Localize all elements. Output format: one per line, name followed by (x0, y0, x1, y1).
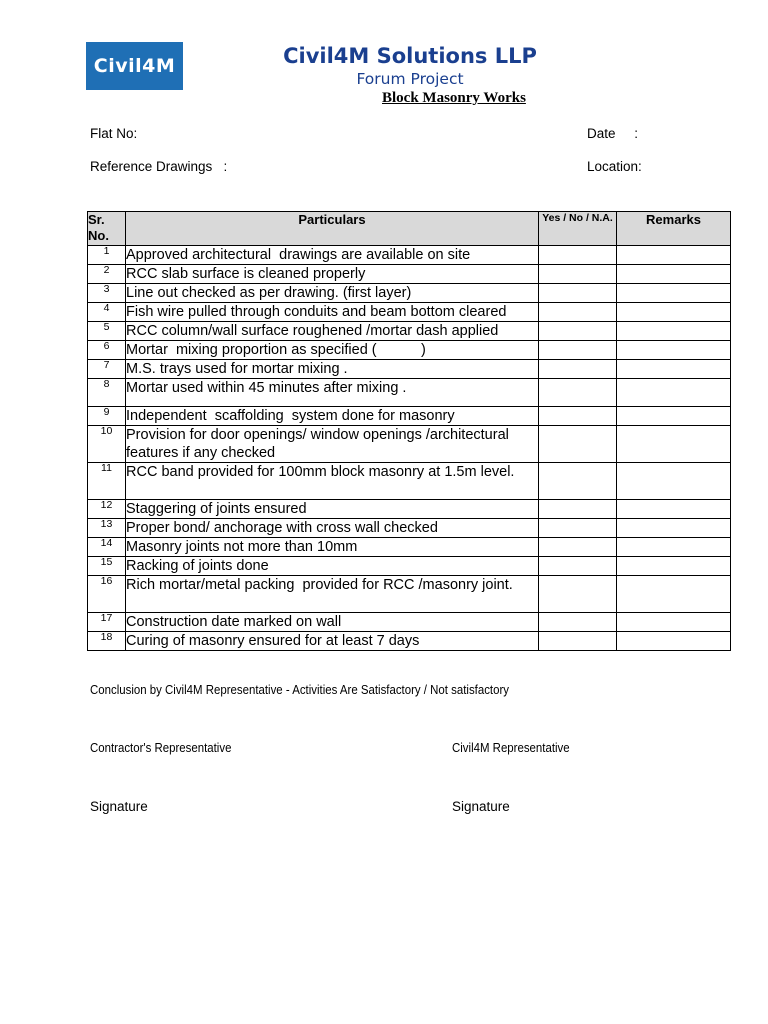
row-remarks-cell[interactable] (617, 407, 731, 426)
table-row (88, 463, 731, 500)
project-name: Forum Project (356, 70, 464, 88)
row-yes-no-cell[interactable] (539, 613, 617, 632)
row-yes-no-cell[interactable] (539, 341, 617, 360)
row-remarks-cell[interactable] (617, 576, 731, 613)
row-number: 6 (88, 341, 126, 360)
row-number: 18 (88, 632, 126, 651)
table-row (88, 613, 731, 632)
row-remarks-cell[interactable] (617, 246, 731, 265)
row-particulars: Independent scaffolding system done for masonry (126, 407, 539, 426)
row-yes-no-cell[interactable] (539, 500, 617, 519)
row-particulars: M.S. trays used for mortar mixing . (126, 360, 539, 379)
row-particulars: Construction date marked on wall (126, 613, 539, 632)
company-logo (86, 42, 183, 90)
location-label: Location: (587, 159, 642, 174)
row-number: 7 (88, 360, 126, 379)
row-particulars: RCC column/wall surface roughened /mortar dash applied (126, 322, 539, 341)
header-yes-no-na: Yes / No / N.A. (539, 212, 617, 246)
row-yes-no-cell[interactable] (539, 538, 617, 557)
row-number: 11 (88, 463, 126, 500)
row-remarks-cell[interactable] (617, 519, 731, 538)
table-row (88, 246, 731, 265)
row-particulars: Provision for door openings/ window openings /architectural features if any checked (126, 426, 539, 463)
row-remarks-cell[interactable] (617, 538, 731, 557)
table-row (88, 379, 731, 407)
row-number: 2 (88, 265, 126, 284)
row-remarks-cell[interactable] (617, 557, 731, 576)
row-yes-no-cell[interactable] (539, 557, 617, 576)
row-particulars: RCC slab surface is cleaned properly (126, 265, 539, 284)
reference-drawings-label: Reference Drawings : (90, 159, 228, 174)
table-row (88, 360, 731, 379)
row-yes-no-cell[interactable] (539, 463, 617, 500)
row-number: 15 (88, 557, 126, 576)
table-row (88, 632, 731, 651)
civil4m-representative-label: Civil4M Representative (452, 740, 570, 755)
row-particulars: Mortar mixing proportion as specified ( ) (126, 341, 539, 360)
row-number: 5 (88, 322, 126, 341)
table-row (88, 303, 731, 322)
row-yes-no-cell[interactable] (539, 632, 617, 651)
row-yes-no-cell[interactable] (539, 246, 617, 265)
row-remarks-cell[interactable] (617, 379, 731, 407)
table-row (88, 538, 731, 557)
row-number: 4 (88, 303, 126, 322)
table-row (88, 265, 731, 284)
row-particulars: Mortar used within 45 minutes after mixing . (126, 379, 539, 407)
table-row (88, 557, 731, 576)
table-header-row (88, 212, 731, 246)
row-number: 17 (88, 613, 126, 632)
company-name: Civil4M Solutions LLP (283, 44, 537, 68)
row-particulars: Approved architectural drawings are available on site (126, 246, 539, 265)
row-yes-no-cell[interactable] (539, 265, 617, 284)
row-remarks-cell[interactable] (617, 632, 731, 651)
table-row (88, 341, 731, 360)
table-row (88, 426, 731, 463)
civil4m-signature-label: Signature (452, 799, 510, 814)
row-yes-no-cell[interactable] (539, 426, 617, 463)
header-particulars: Particulars (126, 212, 539, 246)
row-number: 8 (88, 379, 126, 407)
row-number: 13 (88, 519, 126, 538)
row-remarks-cell[interactable] (617, 322, 731, 341)
row-number: 10 (88, 426, 126, 463)
row-particulars: Masonry joints not more than 10mm (126, 538, 539, 557)
table-row (88, 519, 731, 538)
row-number: 9 (88, 407, 126, 426)
contractor-representative-label: Contractor's Representative (90, 740, 232, 755)
table-row (88, 576, 731, 613)
row-yes-no-cell[interactable] (539, 303, 617, 322)
row-yes-no-cell[interactable] (539, 379, 617, 407)
row-remarks-cell[interactable] (617, 613, 731, 632)
table-row (88, 407, 731, 426)
header-remarks: Remarks (617, 212, 731, 246)
table-row (88, 284, 731, 303)
row-remarks-cell[interactable] (617, 303, 731, 322)
table-row (88, 500, 731, 519)
row-remarks-cell[interactable] (617, 265, 731, 284)
row-yes-no-cell[interactable] (539, 322, 617, 341)
row-remarks-cell[interactable] (617, 360, 731, 379)
row-number: 1 (88, 246, 126, 265)
row-number: 16 (88, 576, 126, 613)
row-remarks-cell[interactable] (617, 341, 731, 360)
checklist-table (87, 211, 731, 651)
date-label: Date : (587, 126, 639, 141)
row-number: 14 (88, 538, 126, 557)
row-particulars: RCC band provided for 100mm block masonry at 1.5m level. (126, 463, 539, 500)
row-remarks-cell[interactable] (617, 463, 731, 500)
table-row (88, 322, 731, 341)
header-sr-no: Sr. No. (88, 212, 126, 246)
contractor-signature-label: Signature (90, 799, 148, 814)
row-yes-no-cell[interactable] (539, 407, 617, 426)
row-remarks-cell[interactable] (617, 284, 731, 303)
flat-no-label: Flat No: (90, 126, 138, 141)
row-particulars: Curing of masonry ensured for at least 7 days (126, 632, 539, 651)
row-number: 12 (88, 500, 126, 519)
row-yes-no-cell[interactable] (539, 519, 617, 538)
row-yes-no-cell[interactable] (539, 576, 617, 613)
row-particulars: Staggering of joints ensured (126, 500, 539, 519)
row-yes-no-cell[interactable] (539, 360, 617, 379)
row-remarks-cell[interactable] (617, 500, 731, 519)
row-particulars: Racking of joints done (126, 557, 539, 576)
row-particulars: Line out checked as per drawing. (first layer) (126, 284, 539, 303)
row-number: 3 (88, 284, 126, 303)
row-particulars: Proper bond/ anchorage with cross wall checked (126, 519, 539, 538)
document-title: Block Masonry Works (382, 90, 526, 106)
row-particulars: Rich mortar/metal packing provided for RCC /masonry joint. (126, 576, 539, 613)
row-yes-no-cell[interactable] (539, 284, 617, 303)
row-remarks-cell[interactable] (617, 426, 731, 463)
conclusion-line: Conclusion by Civil4M Representative - Activities Are Satisfactory / Not satisfactory (90, 682, 509, 697)
row-particulars: Fish wire pulled through conduits and beam bottom cleared (126, 303, 539, 322)
logo-text: Civil4M (93, 55, 176, 77)
